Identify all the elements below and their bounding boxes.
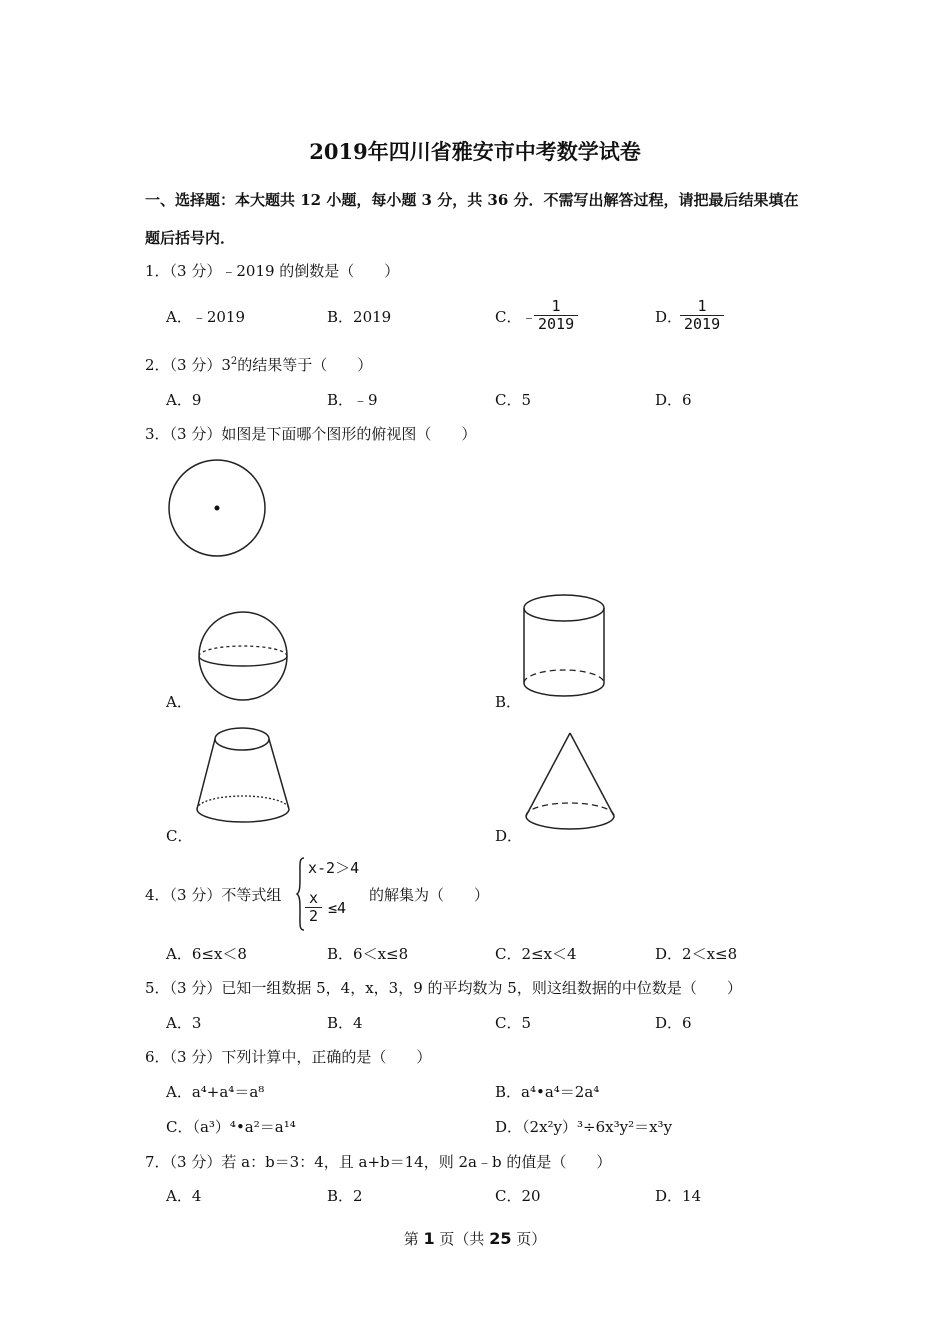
q3-option-b: B．	[495, 693, 522, 711]
q1-option-b: B．2019	[327, 308, 392, 326]
inequality-2-fraction	[305, 890, 322, 925]
q1-c-label: C．	[495, 308, 522, 326]
question-4-stem-post: 的解集为（ ）	[369, 886, 490, 904]
footer-page-number: 1	[423, 1229, 435, 1248]
q7-option-d: D．14	[655, 1187, 702, 1205]
question-1-stem: 1．（3 分）﹣2019 的倒数是（ ）	[145, 262, 400, 280]
question-2-stem	[145, 355, 372, 375]
q3-option-c: C．	[166, 827, 193, 845]
question-5-stem: 5．（3 分）已知一组数据 5，4，x，3，9 的平均数为 5，则这组数据的中位数是（ ）	[145, 979, 742, 997]
q7-option-a: A．4	[166, 1187, 202, 1205]
frustum-figure	[193, 725, 295, 835]
q2-option-b: B．﹣9	[327, 391, 378, 409]
q7-option-b: B．2	[327, 1187, 363, 1205]
q1-d-numerator: 1	[697, 297, 707, 315]
footer-total-pages: 25	[489, 1229, 512, 1248]
q4-frac-numerator: x	[309, 889, 319, 907]
q1-c-sign: ﹣	[521, 308, 537, 326]
q4-option-a: A．6≤x＜8	[166, 945, 247, 963]
q2-option-a: A．9	[166, 391, 202, 409]
q2-option-d: D．6	[655, 391, 692, 409]
q7-option-c: C．20	[495, 1187, 541, 1205]
footer-mid: 页（共	[439, 1230, 485, 1248]
q5-option-b: B．4	[327, 1014, 363, 1032]
page-title: 2019年四川省雅安市中考数学试卷	[309, 139, 641, 164]
q5-option-c: C．5	[495, 1014, 532, 1032]
footer-post: 页）	[516, 1230, 547, 1248]
q5-option-a: A．3	[166, 1014, 202, 1032]
q2-option-c: C．5	[495, 391, 532, 409]
question-3-stem: 3．（3 分）如图是下面哪个图形的俯视图（ ）	[145, 425, 477, 443]
q3-option-a: A．	[166, 693, 192, 711]
section-heading-line1: 一、选择题：本大题共 12 小题，每小题 3 分，共 36 分．不需写出解答过程，请把最后结果填在	[145, 191, 799, 209]
q2-exponent: 2	[230, 356, 238, 367]
q1-d-fraction	[680, 298, 724, 333]
q6-option-d: D．（2x²y）³÷6x³y²＝x³y	[495, 1118, 673, 1136]
q2-stem-post: 的结果等于（ ）	[237, 356, 373, 374]
q4-frac-denominator: 2	[305, 907, 322, 925]
q1-c-numerator: 1	[551, 297, 561, 315]
q4-option-d: D．2＜x≤8	[655, 945, 738, 963]
q6-option-c: C．（a³）⁴•a²＝a¹⁴	[166, 1118, 296, 1136]
footer-pre: 第	[403, 1230, 419, 1248]
question-7-stem: 7．（3 分）若 a：b＝3：4，且 a+b＝14，则 2a﹣b 的值是（ ）	[145, 1153, 612, 1171]
q3-option-d: D．	[495, 827, 523, 845]
q1-c-denominator: 2019	[534, 315, 578, 333]
q1-c-fraction	[534, 298, 578, 333]
q1-option-c	[495, 307, 537, 327]
q5-option-d: D．6	[655, 1014, 692, 1032]
inequality-1: x-2＞4	[308, 859, 360, 877]
sphere-figure	[196, 609, 292, 705]
question-6-stem: 6．（3 分）下列计算中，正确的是（ ）	[145, 1048, 432, 1066]
q1-option-a: A．﹣2019	[166, 308, 246, 326]
q4-option-b: B．6＜x≤8	[327, 945, 409, 963]
q1-d-denominator: 2019	[680, 315, 724, 333]
cone-figure	[523, 730, 619, 836]
top-view-figure	[166, 458, 268, 560]
section-heading-line2: 题后括号内．	[145, 229, 236, 247]
q2-stem-pre: 2．（3 分）3	[145, 356, 231, 374]
q6-option-a: A．a⁴+a⁴＝a⁸	[166, 1083, 265, 1101]
cylinder-figure	[520, 593, 610, 703]
question-4-stem-pre: 4．（3 分）不等式组	[145, 886, 282, 904]
q1-option-d-label: D．	[655, 308, 683, 326]
inequality-2-relation: ≤4	[328, 899, 347, 917]
page-footer	[0, 1228, 950, 1249]
q4-option-c: C．2≤x＜4	[495, 945, 577, 963]
q6-option-b: B．a⁴•a⁴＝2a⁴	[495, 1083, 600, 1101]
